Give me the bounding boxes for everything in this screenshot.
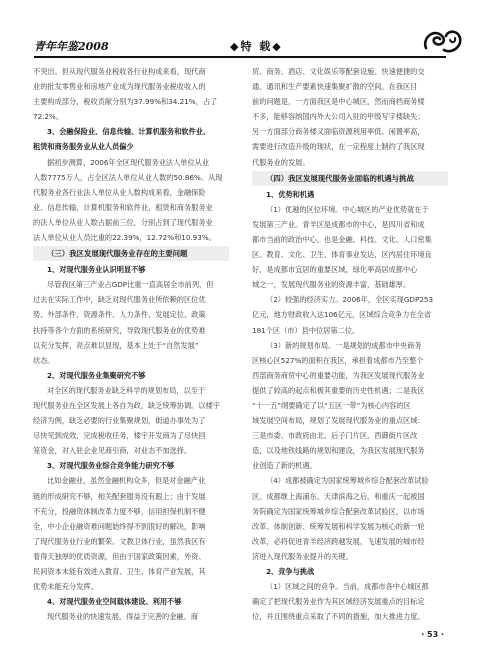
section-title: ◆特 载◆ — [230, 40, 283, 53]
body-text-line: 造，以及地铁线路的规划和建设，为我区发展现代服务 — [252, 446, 425, 456]
body-text-line: 着得天独厚的优质资源，但由于国家政策因素，外资、 — [33, 551, 206, 561]
body-text-line: 不突出。但从现代服务业税收各行业构成来看，现代商 — [33, 67, 206, 76]
body-text-line: 笼资金，对入驻企业见商引商，对业态不加选择。 — [33, 446, 192, 456]
subheading: 2、竞争与挑战 — [266, 567, 315, 576]
body-text-line: （1）区域之间的竞争。当前，成都市各中心城区都 — [266, 582, 429, 592]
body-text-line: 据初步测算，2006年全区现代服务业法人单位从业 — [47, 157, 210, 167]
body-text-line: 民间资本未能有效进入教育、卫生、体育产业发展，其 — [33, 567, 206, 576]
body-text-line: 发展第三产业。青羊区是成都市的中心，是四川省和成 — [252, 219, 425, 229]
body-text-line: （4）成都被确定为国家统筹城乡综合配套改革试验 — [266, 476, 429, 486]
body-text-line: “十一五”纲要确定了以“五区一带”为核心内容的区 — [252, 400, 411, 410]
body-text-line: 前的问题是，一方面我区是中心城区，然而商档商务楼 — [252, 97, 425, 107]
body-text-line: 法人单位从业人员比重的22.39%，12.72%和10.93%。 — [33, 233, 216, 243]
right-column — [252, 64, 448, 624]
body-text-line: 区、教育、文化、卫生、体育事业发达，区内居住环境良 — [252, 250, 432, 260]
body-text-line: 不多，能够容纳国内外大公司入驻的甲级写字楼缺失； — [252, 112, 425, 122]
subheading: 3、会融保险业、信息传输、计算机服务和软件业、 — [47, 127, 211, 137]
body-text-line: 确定了把现代服务业作为其区域经济发展重点的目标定 — [252, 597, 425, 607]
body-text-line: 过去在实际工作中，缺乏对现代服务业所依赖的区位优 — [33, 295, 206, 305]
body-text-line: （2）较强的经济实力。2006年，全区实现GDP253 — [266, 295, 434, 305]
body-text-line: 西部商务商贸中心的重要功能，为我区发展现代服务业 — [252, 370, 425, 380]
subheading: 1、优势和机遇 — [266, 189, 315, 199]
body-text-line: 贸、商务、酒店、文化娱乐等配套设施、快速便捷的交 — [252, 67, 425, 76]
body-text-line: 势、外部条件、资源条件、人力条件、发展定位、政策 — [33, 310, 206, 320]
running-header — [34, 34, 446, 58]
left-column — [33, 64, 229, 624]
body-text-line: 了现代服务业行业的繁荣。文教卫体行业，虽然我区有 — [33, 536, 206, 546]
body-text-line: 改革、体制创新、统筹发展和科学发展为核心的新一轮 — [252, 521, 425, 531]
body-text-line: 区核心区527%的面积在我区，承担着成都市乃至整个 — [252, 355, 424, 365]
body-text-line: 业的批发零售业和房地产业成为现代服务业税收收入的 — [33, 82, 206, 92]
body-text-line: 扶持等各个方面的系统研究，导致现代服务业的优势难 — [33, 325, 206, 335]
body-text-line: 务院确定为国家统筹城乡综合配套改革试验区，以市场 — [252, 506, 425, 516]
subheading: 租赁和商务服务业从业人员偏少 — [33, 142, 134, 152]
subheading: 3、对现代服务业综合竞争能力研究不够 — [47, 461, 175, 471]
body-text-line: 位，并且围绕重点采取了不同的措施，加大推进力度。 — [252, 612, 425, 622]
body-text-line: 72.2%。 — [33, 112, 64, 122]
body-text-line: 业、信息传输、计算机服务和软件业、租赁和商务服务业 — [33, 202, 213, 212]
body-text-line: 都市当前的政治中心，也是金融、科技、文化、人口密集 — [252, 234, 432, 244]
body-text-line: 现代服务业在全区发展上各自为政，缺乏统筹协调。以楼宇 — [33, 400, 220, 410]
body-text-line: 提供了较高的起点和极其重要的历史性机遇；二是我区 — [252, 385, 425, 395]
subheading: 2、对现代服务业集聚研究不够 — [47, 370, 146, 380]
body-text-line: 不充分，投融资体制改革力度不够，信用担保机制不健 — [33, 506, 206, 516]
body-text-line: 另一方面部分商务楼又面临资源利用率低、闲置率高， — [252, 127, 425, 137]
body-text-line: 对全区的现代服务业缺乏科学的规划布局，以至于 — [47, 385, 206, 395]
body-text-line: 区。成都继上海浦东、天津滨海之后，和重庆一起被国 — [252, 491, 425, 501]
body-text-line: 代服务业的发展。 — [252, 157, 310, 167]
body-text-line: 改革，必将促进青羊经济跨越发展，飞速发展的城市经 — [252, 536, 425, 546]
swirl-logo-icon — [420, 26, 464, 56]
subheading: 4、对现代服务业空间载体建设、利用不够 — [47, 597, 182, 607]
body-text-line: 状态。 — [33, 355, 55, 365]
body-text-line: 优势未能充分发挥。 — [33, 582, 98, 592]
body-text-line: 经济为例，缺乏必要的行业集聚规划，街道办事处为了 — [33, 416, 206, 426]
body-text-line: 人数7775万人，占全区法人单位从业人数的50.86%。从现 — [33, 172, 223, 182]
body-text-line: 济进入现代服务业提升的关键。 — [252, 551, 353, 561]
body-text-line: 全，中小企业融资难问题始终得不到很好的解决，影响 — [33, 521, 206, 531]
body-text-line: 主要构成部分，税收贡献分别为37.99%和34.21%，占了 — [33, 97, 218, 107]
body-text-line: 链的形成研究不够，相关配套服务没有跟上；由于发展 — [33, 491, 206, 501]
page-number: · 53 · — [421, 630, 444, 639]
body-text-line: 需要进行改造升级的现状，在一定程度上制约了我区现 — [252, 142, 425, 152]
body-text-line: 代服务业各行业法人单位从业人数构成来看，金融保险 — [33, 187, 206, 197]
body-text-line: 通、通讯和生产要素快速集聚扩散的空间。在我区目 — [252, 82, 418, 92]
body-text-line: 好，是成都市宜居的重要区域，绿化率高居成都中心 — [252, 265, 418, 275]
body-text-line: 三是市委、市政府由北、后子门片区、西御街片区改 — [252, 431, 418, 441]
body-text-line: 现代服务业的快速发展，得益于完善的金融、商 — [47, 612, 198, 622]
yearbook-title: 青年年鉴2008 — [34, 40, 109, 53]
body-text-line: 域发展空间布局，规划了发展现代服务业的重点区域： — [252, 416, 425, 426]
subheading: 1、对现代服务业认识明显不够 — [47, 265, 146, 275]
body-text-line: 尽管我区第三产业占GDP比重一直高居全市前列，但 — [47, 280, 214, 290]
body-text-line: 的法人单位从业人数占据前三位，分别占到了现代服务业 — [33, 217, 213, 227]
section-heading: （四）我区发展现代服务业面临的机遇与挑战 — [252, 171, 448, 186]
body-text-line: 以充分发挥，亮点难以显现，基本上处于“自然发展” — [33, 340, 199, 350]
section-heading: （三）我区发展现代服务业存在的主要问题 — [33, 246, 229, 261]
body-text-line: （1）优越的区位环境。中心城区的产业优势就在于 — [266, 204, 429, 214]
body-text-line: 尽快见到成效，完成税收任务，楼宇开发商为了尽快回 — [33, 431, 206, 441]
body-text-line: 城之一，发展现代服务业的资源丰富，基础雄厚。 — [252, 280, 411, 290]
body-text-line: 比如金融业，虽然金融机构众多，但是对金融产业 — [47, 476, 206, 486]
body-text-line: （3）新的规划布局。一是规划的成都市中央商务 — [266, 340, 422, 350]
body-text-line: 业创造了新的机遇。 — [252, 461, 317, 471]
body-text-line: 亿元，地方财政收入达106亿元，区域综合竞争力在全省 — [252, 310, 432, 320]
body-text-line: 181个区（市）县中位居第二位。 — [252, 325, 360, 335]
